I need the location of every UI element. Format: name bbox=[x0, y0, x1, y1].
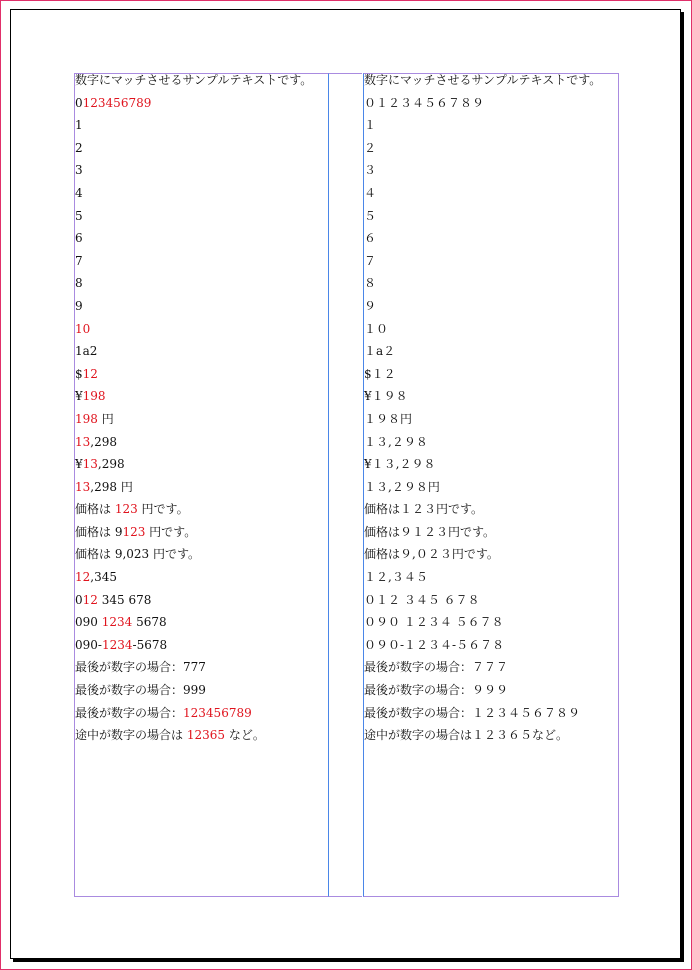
highlighted-number: 12 bbox=[82, 592, 98, 607]
right-line: ３ bbox=[364, 163, 377, 178]
text-run: 1 bbox=[75, 118, 83, 133]
text-run: 090 bbox=[75, 615, 102, 630]
right-line: 価格は１２３円です。 bbox=[364, 502, 484, 517]
highlighted-number: 10 bbox=[75, 321, 91, 336]
left-line bbox=[75, 543, 335, 566]
highlighted-number: 198 bbox=[82, 389, 106, 404]
text-run: 0 bbox=[75, 592, 83, 607]
right-line: ５ bbox=[364, 208, 377, 223]
left-line bbox=[75, 431, 335, 454]
left-line bbox=[75, 318, 335, 341]
highlighted-number: 13 bbox=[75, 434, 91, 449]
right-line: ４ bbox=[364, 185, 377, 200]
right-line: ０１２ ３４５ ６７８ bbox=[364, 592, 480, 607]
right-line: 最後が数字の場合：７７７ bbox=[364, 660, 509, 675]
text-run: 3 bbox=[75, 163, 83, 178]
text-run: 数字にマッチさせるサンプルテキストです。 bbox=[75, 73, 313, 87]
left-line bbox=[75, 521, 335, 544]
left-line bbox=[75, 498, 335, 521]
left-line bbox=[75, 656, 335, 679]
left-line bbox=[75, 476, 335, 499]
text-run: -5678 bbox=[132, 637, 168, 652]
text-run: ,298 bbox=[97, 457, 125, 472]
left-line bbox=[75, 295, 335, 318]
right-line: 最後が数字の場合：９９９ bbox=[364, 683, 509, 698]
text-run: 090- bbox=[75, 637, 102, 652]
right-line: 価格は９１２３円です。 bbox=[364, 524, 496, 539]
right-line: ９ bbox=[364, 298, 377, 313]
left-line bbox=[75, 92, 335, 115]
text-run: $ bbox=[75, 366, 83, 381]
text-run: 円 bbox=[97, 411, 114, 426]
right-line: １２,３４５ bbox=[364, 570, 428, 585]
right-line: ¥１３,２９８ bbox=[364, 457, 436, 472]
text-run: 0 bbox=[75, 95, 83, 110]
right-line: １３,２９８円 bbox=[364, 479, 440, 494]
left-line bbox=[75, 634, 335, 657]
left-line bbox=[75, 114, 335, 137]
text-run: 途中が数字の場合は bbox=[75, 728, 187, 743]
text-run: 最後が数字の場合：999 bbox=[75, 683, 206, 698]
left-line bbox=[75, 363, 335, 386]
left-line bbox=[75, 566, 335, 589]
left-line bbox=[75, 159, 335, 182]
left-line bbox=[75, 205, 335, 228]
right-column-text bbox=[364, 69, 624, 747]
text-run: 9 bbox=[75, 298, 83, 313]
right-line: 最後が数字の場合：１２３４５６７８９ bbox=[364, 705, 581, 720]
highlighted-number: 123 bbox=[114, 502, 138, 517]
right-line: ０９０-１２３４-５６７８ bbox=[364, 637, 505, 652]
left-line bbox=[75, 137, 335, 160]
text-run: 7 bbox=[75, 253, 83, 268]
left-line bbox=[75, 679, 335, 702]
highlighted-number: 198 bbox=[75, 411, 98, 426]
right-line: １０ bbox=[364, 321, 389, 336]
left-column-text bbox=[75, 69, 335, 747]
right-line: $１２ bbox=[364, 366, 396, 381]
text-run: 8 bbox=[75, 276, 83, 291]
left-line bbox=[75, 408, 335, 431]
text-run: など。 bbox=[225, 728, 265, 743]
text-run: 4 bbox=[75, 185, 83, 200]
right-line: ０１２３４５６７８９ bbox=[364, 95, 485, 110]
left-line bbox=[75, 702, 335, 725]
highlighted-number: 13 bbox=[82, 457, 98, 472]
text-run: 5678 bbox=[132, 615, 167, 630]
highlighted-number: 1234 bbox=[101, 615, 133, 630]
right-line: ８ bbox=[364, 276, 377, 291]
right-line: １９８円 bbox=[364, 411, 413, 426]
text-run: 最後が数字の場合：777 bbox=[75, 660, 206, 675]
text-run: 最後が数字の場合： bbox=[75, 705, 184, 720]
highlighted-number: 12 bbox=[75, 570, 91, 585]
right-line: 数字にマッチさせるサンプルテキストです。 bbox=[364, 73, 602, 87]
text-run: ,298 円 bbox=[90, 479, 133, 494]
text-run: 価格は 9 bbox=[75, 524, 123, 539]
text-run: ,298 bbox=[90, 434, 117, 449]
highlighted-number: 123 bbox=[122, 524, 146, 539]
text-run: ,345 bbox=[90, 570, 117, 585]
left-line bbox=[75, 69, 335, 92]
right-line: １３,２９８ bbox=[364, 434, 428, 449]
text-run: 円です。 bbox=[137, 502, 189, 517]
text-run: ¥ bbox=[75, 389, 83, 404]
highlighted-number: 12 bbox=[82, 366, 98, 381]
text-run: 5 bbox=[75, 208, 83, 223]
left-line bbox=[75, 182, 335, 205]
left-line bbox=[75, 385, 335, 408]
left-line bbox=[75, 724, 335, 747]
left-line bbox=[75, 611, 335, 634]
right-line: １a２ bbox=[364, 344, 396, 359]
text-run: 1a2 bbox=[75, 344, 98, 359]
right-line: ２ bbox=[364, 140, 377, 155]
left-line bbox=[75, 453, 335, 476]
text-run: 2 bbox=[75, 140, 83, 155]
highlighted-number: 13 bbox=[75, 479, 91, 494]
text-run: 価格は 9,023 円です。 bbox=[75, 547, 201, 562]
right-line: １ bbox=[364, 118, 377, 133]
highlighted-number: 1234 bbox=[101, 637, 133, 652]
left-line bbox=[75, 589, 335, 612]
right-line: 途中が数字の場合は１２３６５など。 bbox=[364, 728, 569, 743]
highlighted-number: 123456789 bbox=[82, 95, 152, 110]
highlighted-number: 12365 bbox=[186, 728, 226, 743]
text-run: 345 678 bbox=[97, 592, 152, 607]
highlighted-number: 123456789 bbox=[183, 705, 252, 720]
right-line: ７ bbox=[364, 253, 377, 268]
left-line bbox=[75, 340, 335, 363]
text-run: 円です。 bbox=[145, 524, 197, 539]
text-run: 価格は bbox=[75, 502, 115, 517]
right-line: ０９０ １２３４ ５６７８ bbox=[364, 615, 504, 630]
right-line: 価格は９,０２３円です。 bbox=[364, 547, 499, 562]
right-line: ¥１９８ bbox=[364, 389, 408, 404]
text-run: ¥ bbox=[75, 457, 83, 472]
left-line bbox=[75, 227, 335, 250]
right-line: ６ bbox=[364, 231, 377, 246]
left-line bbox=[75, 272, 335, 295]
text-run: 6 bbox=[75, 231, 83, 246]
left-line bbox=[75, 250, 335, 273]
